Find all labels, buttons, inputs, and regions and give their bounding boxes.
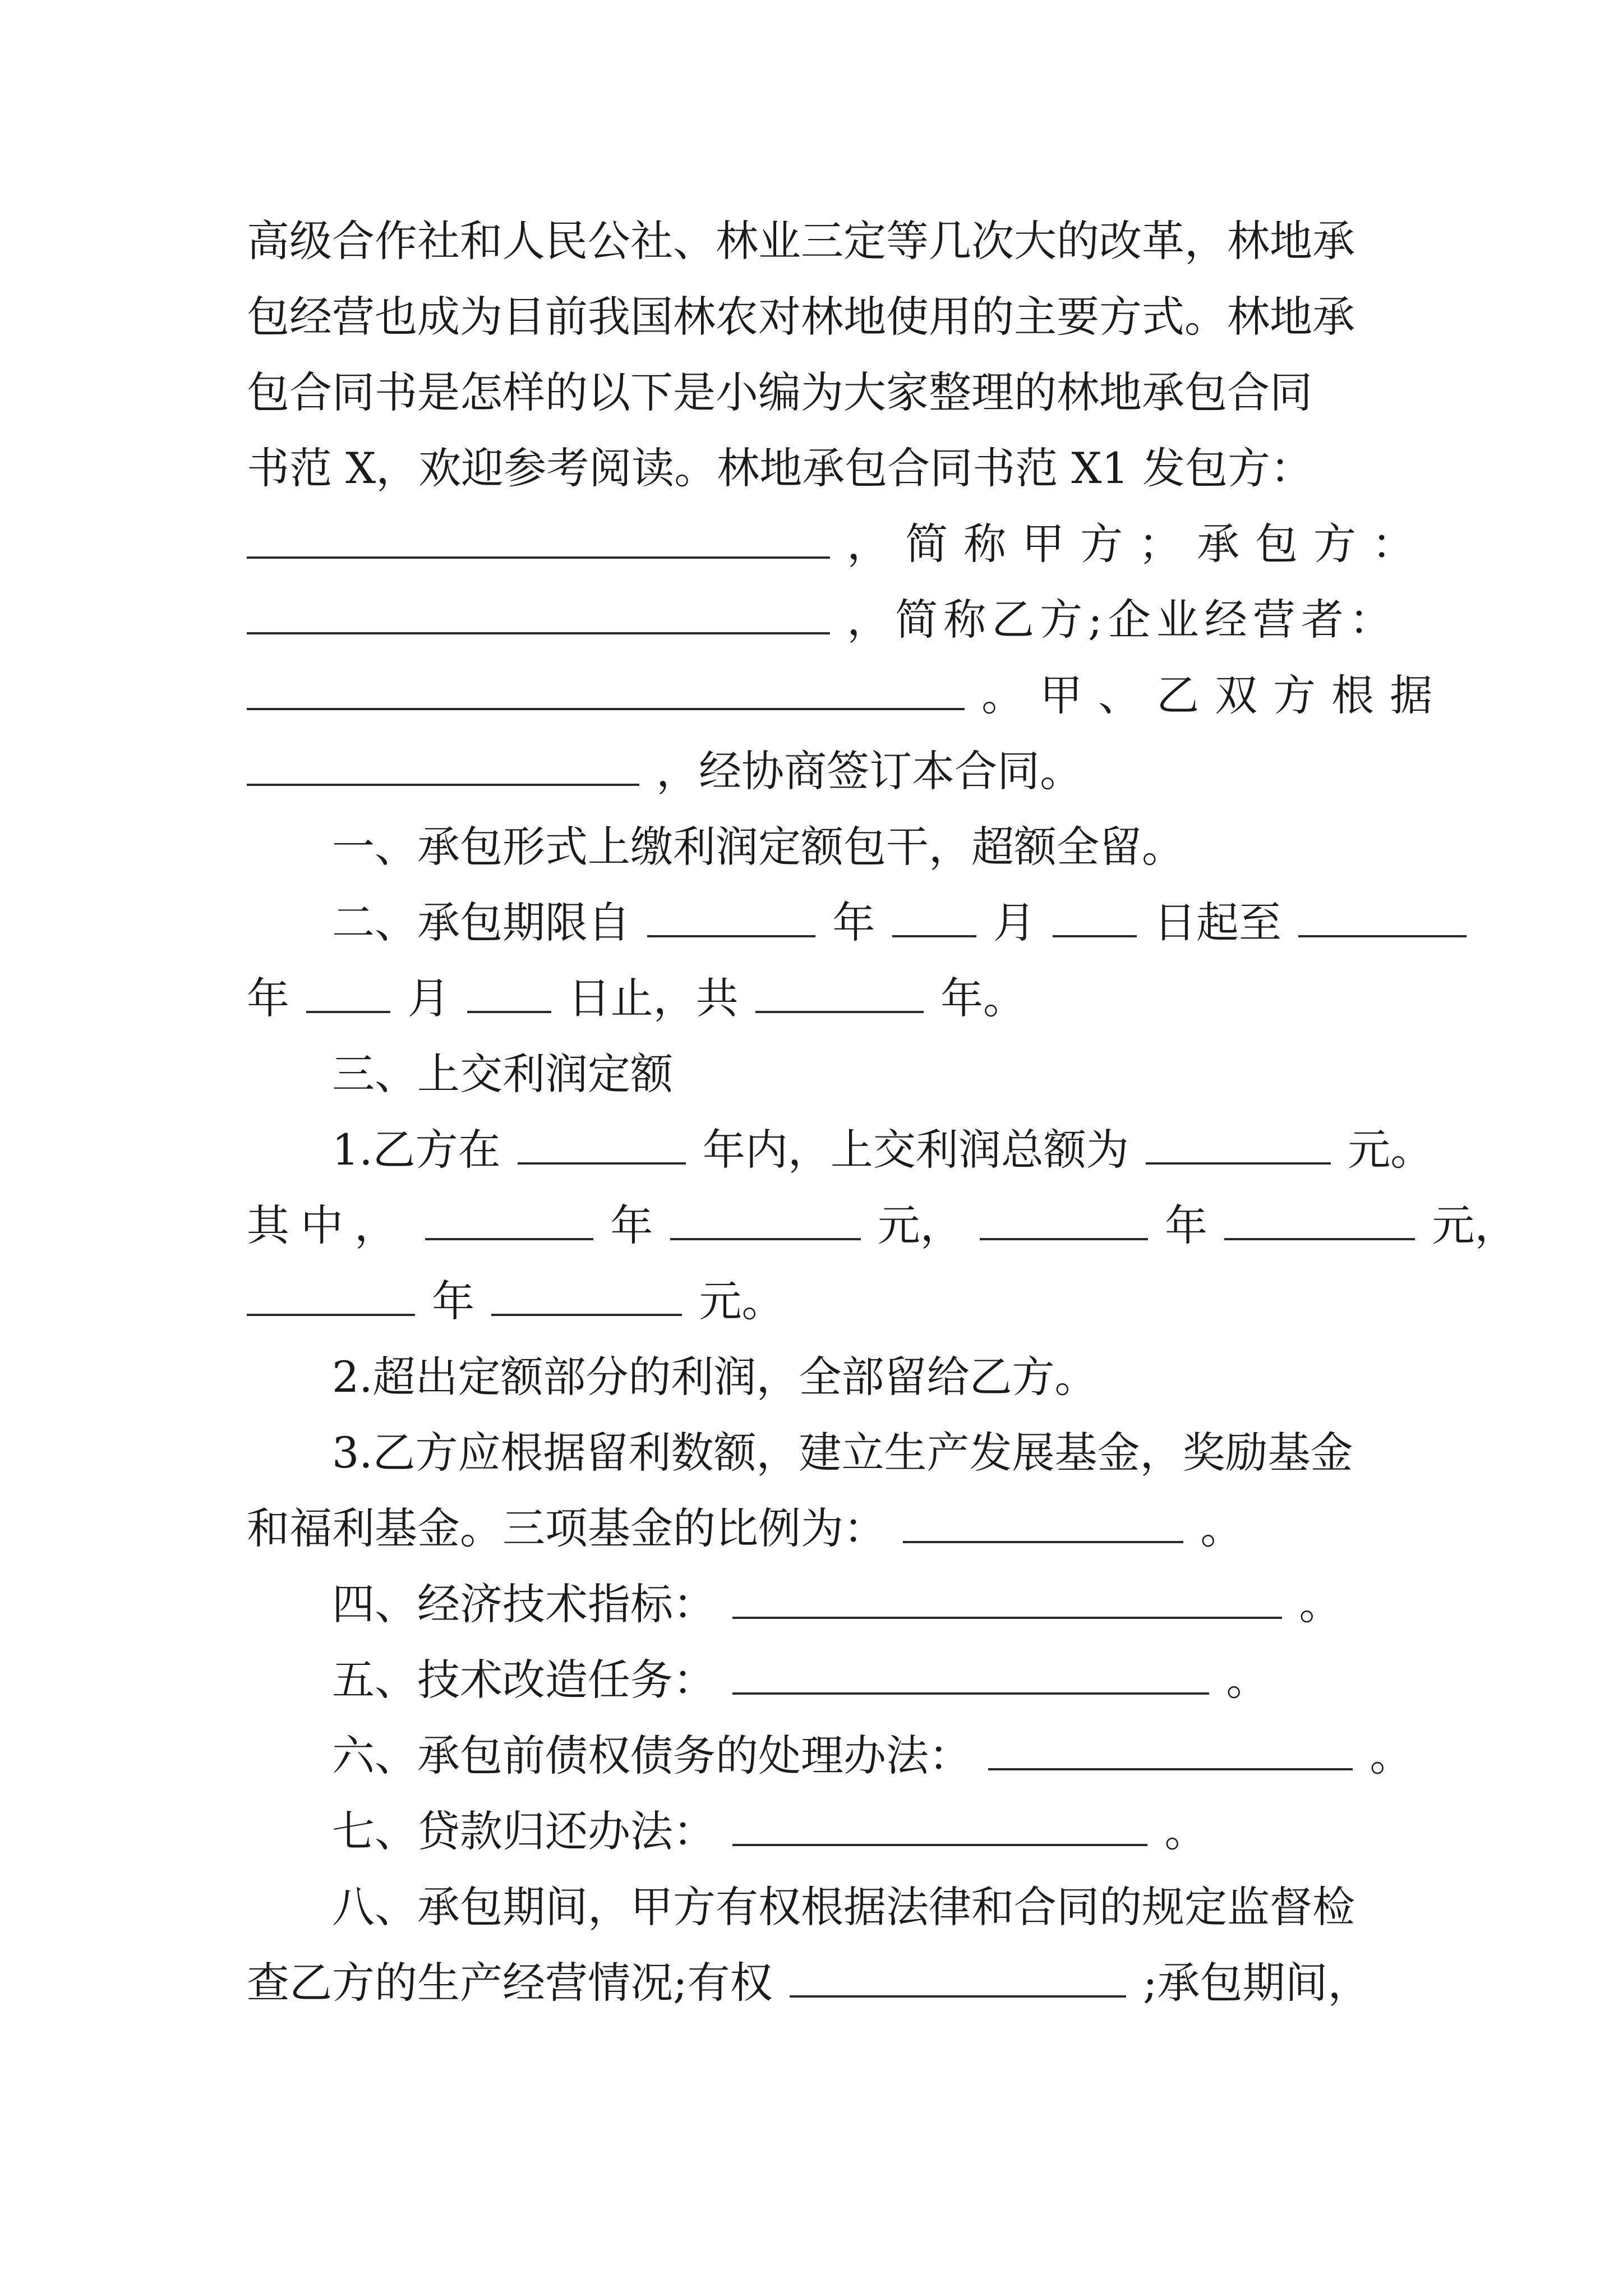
paragraph-line bbox=[247, 510, 1431, 578]
text: 月 bbox=[993, 898, 1036, 947]
paragraph-line bbox=[247, 1343, 1391, 1411]
paragraph-line bbox=[247, 662, 1449, 729]
paragraph-line bbox=[247, 1041, 1391, 1108]
text: 四、经济技术指标： bbox=[332, 1579, 716, 1629]
text: ，经协商签订本合同。 bbox=[656, 746, 1083, 796]
text: 年。 bbox=[940, 973, 1026, 1023]
text: 包经营也成为目前我国林农对林地使用的主要方式。林地承 bbox=[247, 292, 1355, 342]
fill-in-blank bbox=[247, 1274, 415, 1316]
text: 元， bbox=[1432, 1200, 1518, 1250]
text: 3.乙方应根据留利数额，建立生产发展基金，奖励基金 bbox=[332, 1428, 1353, 1478]
paragraph-line bbox=[247, 1722, 1413, 1789]
text: 八、承包期间，甲方有权根据法律和合同的规定监督检 bbox=[332, 1882, 1355, 1932]
text: 二、承包期限自 bbox=[332, 898, 630, 947]
paragraph-line bbox=[247, 1949, 1391, 2017]
paragraph-line bbox=[247, 1192, 1518, 1259]
paragraph-line bbox=[247, 1268, 1391, 1335]
text: 元。 bbox=[1348, 1125, 1433, 1175]
text: 一、承包形式上缴利润定额包干，超额全留。 bbox=[332, 822, 1184, 872]
fill-in-blank bbox=[903, 1502, 1183, 1543]
fill-in-blank bbox=[247, 669, 965, 710]
paragraph-line bbox=[247, 208, 1391, 275]
text: 。 bbox=[1164, 1806, 1207, 1856]
paragraph-line bbox=[247, 1646, 1391, 1714]
text: 1.乙方在 bbox=[332, 1125, 501, 1175]
paragraph-line bbox=[247, 965, 1391, 1032]
text: 。 bbox=[1370, 1731, 1413, 1780]
fill-in-blank bbox=[988, 1729, 1353, 1770]
text: 高级合作社和人民公社、林业三定等几次大的改革，林地承 bbox=[247, 216, 1355, 266]
text: 元。 bbox=[699, 1276, 785, 1326]
fill-in-blank bbox=[491, 1274, 682, 1316]
paragraph-line bbox=[247, 1571, 1391, 1638]
paragraph-line bbox=[247, 1419, 1391, 1487]
text: 包合同书是怎样的以下是小编为大家整理的林地承包合同 bbox=[247, 367, 1312, 417]
text: 2.超出定额部分的利润，全部留给乙方。 bbox=[332, 1352, 1098, 1402]
fill-in-blank bbox=[1298, 896, 1467, 937]
paragraph-line bbox=[247, 435, 1391, 502]
paragraph-line bbox=[247, 1116, 1433, 1184]
text: 年 bbox=[1165, 1200, 1208, 1250]
text: 查乙方的生产经营情况;有权 bbox=[247, 1958, 773, 2008]
fill-in-blank bbox=[1224, 1199, 1415, 1240]
paragraph-line bbox=[247, 813, 1391, 881]
fill-in-blank bbox=[467, 972, 551, 1013]
fill-in-blank bbox=[306, 972, 390, 1013]
text: 年 bbox=[610, 1200, 653, 1250]
text: 日起至 bbox=[1154, 898, 1282, 947]
paragraph-line bbox=[247, 1495, 1391, 1562]
paragraph-line bbox=[247, 889, 1391, 956]
fill-in-blank bbox=[892, 896, 976, 937]
text: 日止，共 bbox=[568, 973, 739, 1023]
fill-in-blank bbox=[790, 1956, 1126, 1998]
text: 。甲、乙双方根据 bbox=[981, 670, 1449, 720]
fill-in-blank bbox=[247, 517, 830, 559]
text: 六、承包前债权债务的处理办法： bbox=[332, 1731, 971, 1780]
text: ;承包期间， bbox=[1142, 1958, 1371, 2008]
paragraph-line bbox=[247, 359, 1391, 426]
paragraph-line bbox=[247, 1798, 1391, 1865]
paragraph-line bbox=[247, 283, 1391, 351]
fill-in-blank bbox=[732, 1805, 1147, 1846]
fill-in-blank bbox=[732, 1577, 1282, 1619]
text: 年 bbox=[832, 898, 875, 947]
fill-in-blank bbox=[1146, 1123, 1331, 1165]
fill-in-blank bbox=[425, 1199, 593, 1240]
text: 其中， bbox=[247, 1200, 408, 1250]
text: 和福利基金。三项基金的比例为： bbox=[247, 1503, 886, 1553]
fill-in-blank bbox=[670, 1199, 861, 1240]
text: 。 bbox=[1226, 1655, 1269, 1705]
text: 年 bbox=[247, 973, 289, 1023]
fill-in-blank bbox=[647, 896, 815, 937]
text: ，简称乙方;企业经营者： bbox=[847, 595, 1398, 645]
text: 三、上交利润定额 bbox=[332, 1049, 673, 1099]
text: 五、技术改造任务： bbox=[332, 1655, 716, 1705]
text: ，简称甲方；承包方： bbox=[847, 519, 1431, 569]
text: 年 bbox=[432, 1276, 475, 1326]
text: 书范 X，欢迎参考阅读。林地承包合同书范 X1 发包方： bbox=[247, 443, 1313, 493]
fill-in-blank bbox=[247, 593, 830, 634]
text: 。 bbox=[1200, 1503, 1243, 1553]
fill-in-blank bbox=[247, 744, 639, 786]
fill-in-blank bbox=[755, 972, 924, 1013]
paragraph-line bbox=[247, 738, 1391, 805]
fill-in-blank bbox=[980, 1199, 1148, 1240]
fill-in-blank bbox=[1053, 896, 1137, 937]
text: 年内，上交利润总额为 bbox=[702, 1125, 1129, 1175]
fill-in-blank bbox=[732, 1653, 1209, 1695]
paragraph-line bbox=[247, 1874, 1391, 1941]
text: 月 bbox=[407, 973, 450, 1023]
fill-in-blank bbox=[518, 1123, 686, 1165]
paragraph-line bbox=[247, 586, 1398, 654]
text: 。 bbox=[1299, 1579, 1342, 1629]
text: 七、贷款归还办法： bbox=[332, 1806, 716, 1856]
text: 元， bbox=[877, 1200, 963, 1250]
